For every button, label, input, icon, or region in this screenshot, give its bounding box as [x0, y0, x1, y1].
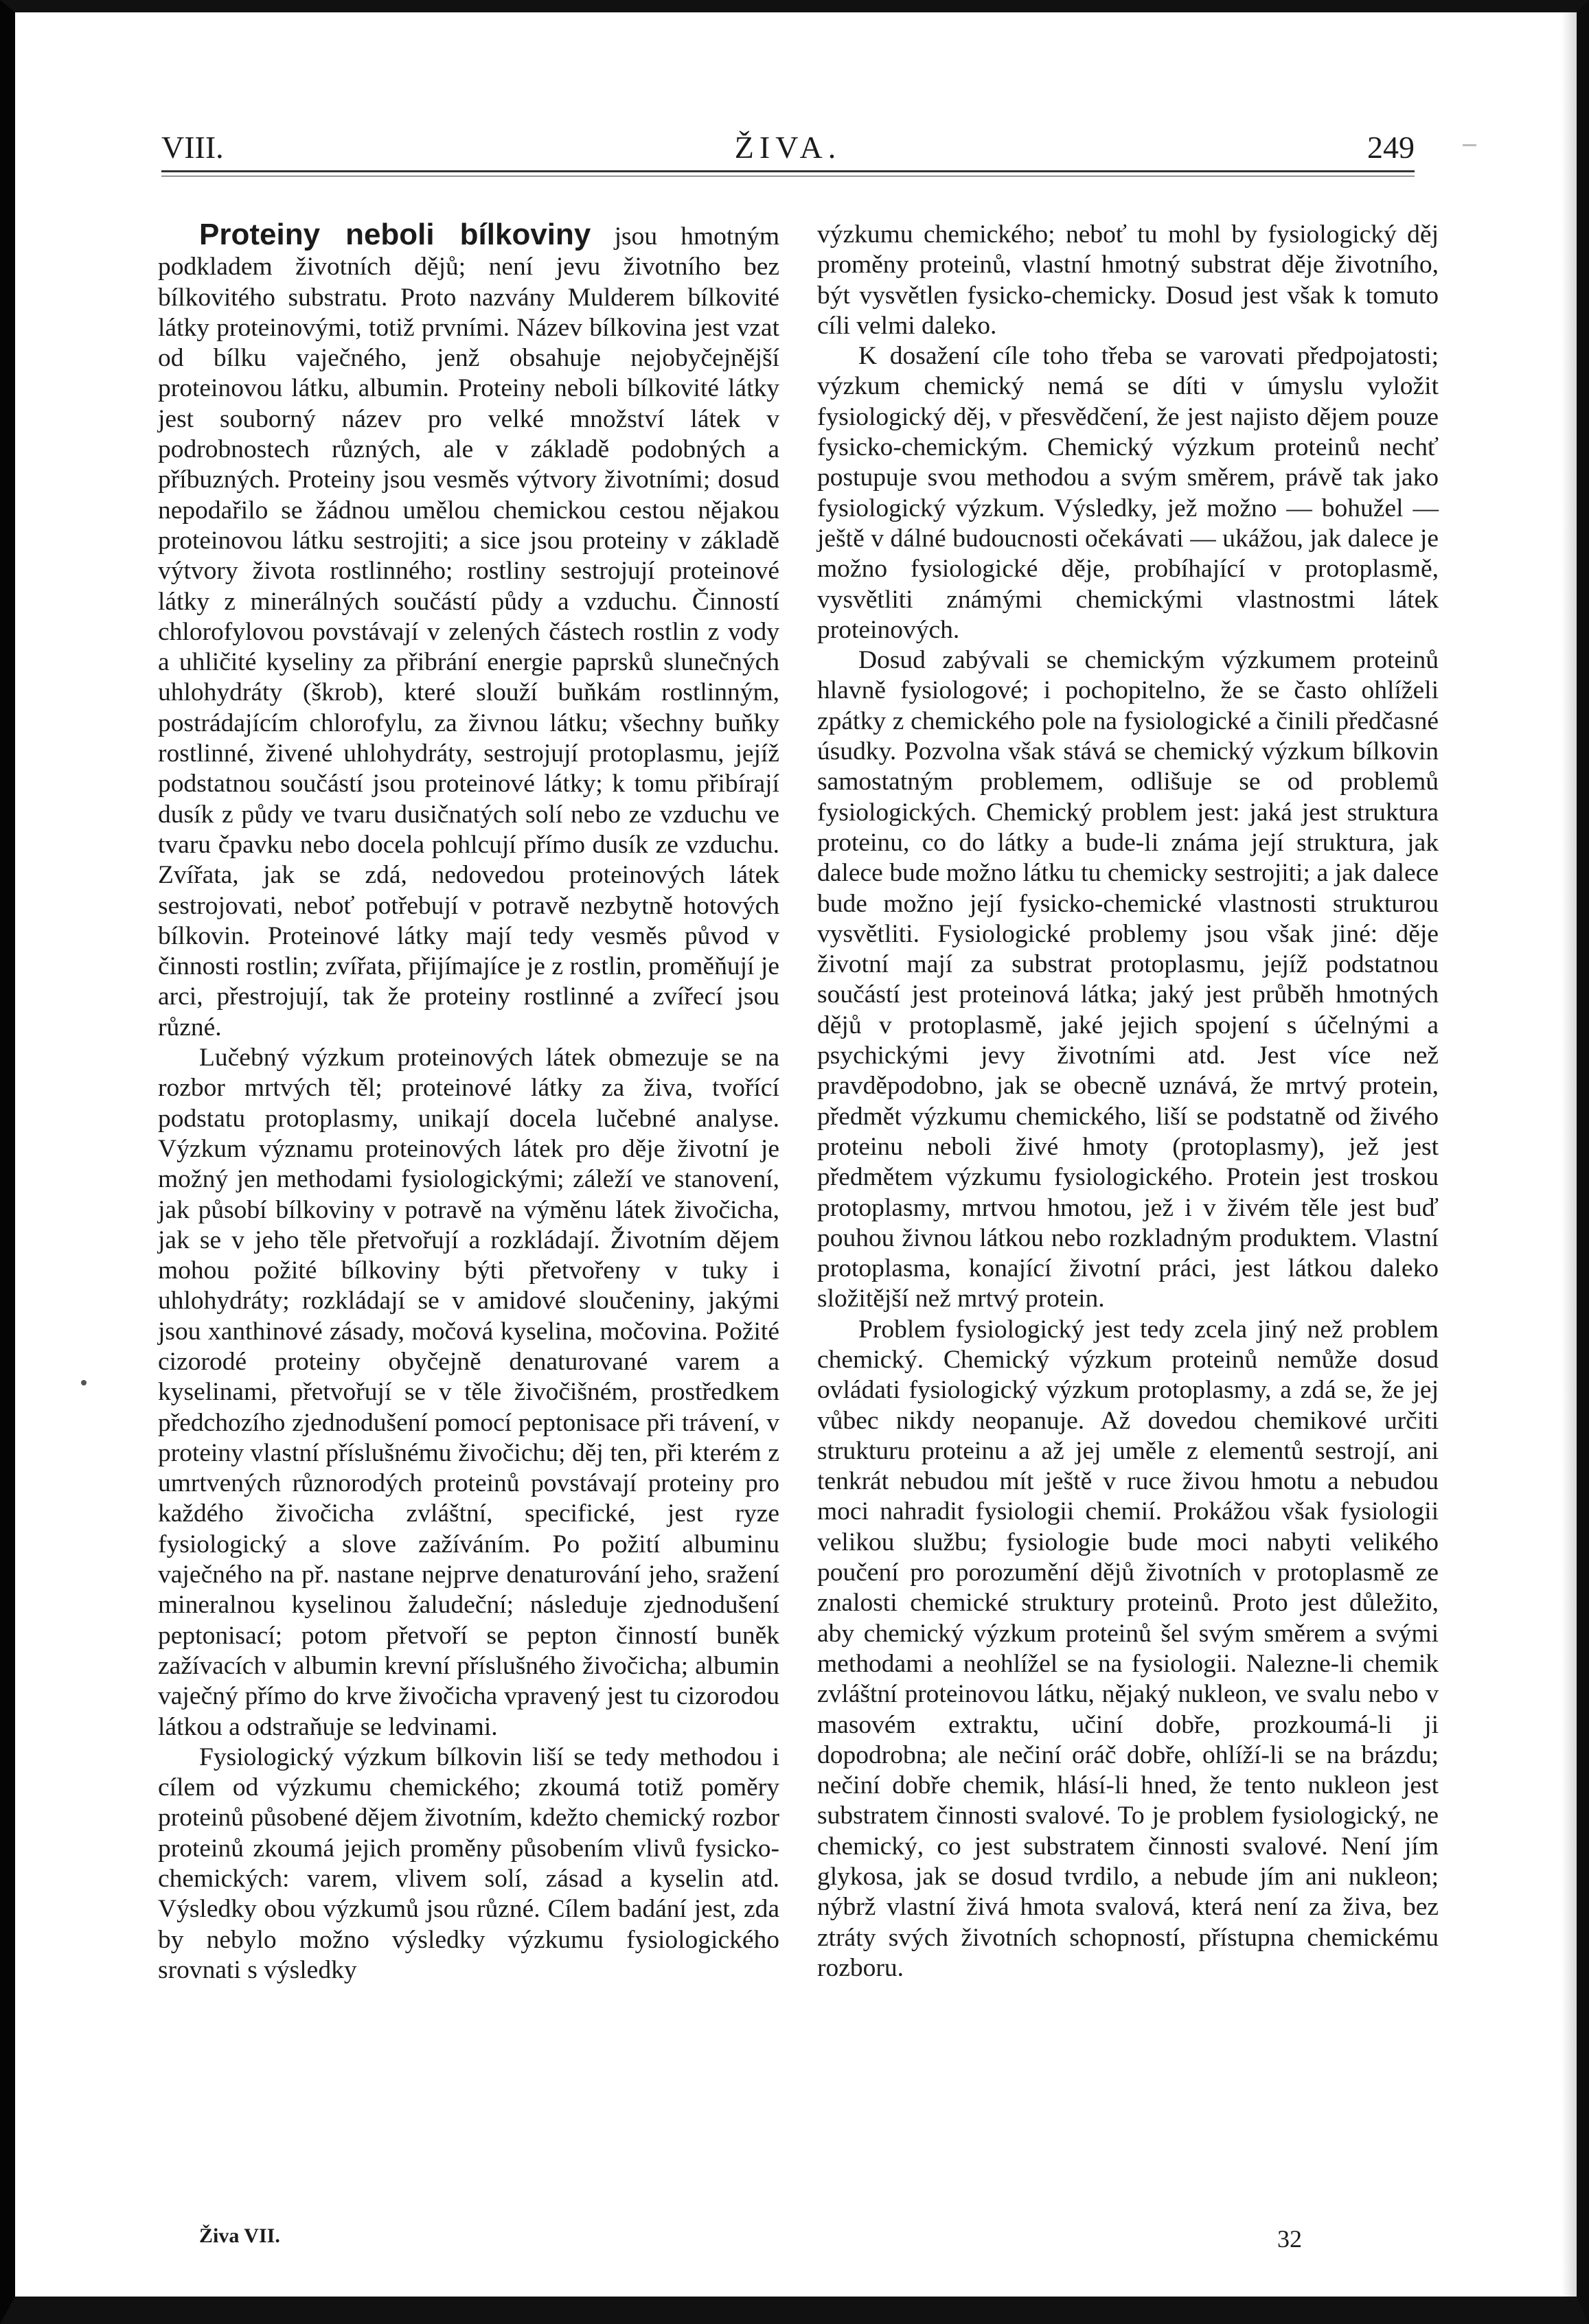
- running-header: [161, 127, 1415, 175]
- left-column: [158, 220, 779, 1986]
- page-edge-shadow: [1562, 12, 1577, 2297]
- paragraph: Problem fysiologický jest tedy zcela jiný než problem chemický. Chemický výzkum proteinů nemůže dosud ovládati fysiologický výzkum protoplasmy, a zdá se, že jej vůbec nikdy neopanuje. Až dovedou chemikové určiti strukturu proteinu a až jej uměle z elementů sestrojí, ani tenkrát nebudou mít ještě v ruce živou hmotu a nebudou moci nahradit fysiologii chemií. Prokážou však fysiologii velikou službu; fysiologie bude moci nabyti velikého poučení pro porozumění dějů životních v protoplasmě ze znalosti chemické struktury proteinů. Proto jest důležito, aby chemický výzkum proteinů šel svým směrem a svými methodami a neohlížel se na fysiologii. Nalezne-li chemik zvláštní proteinovou látku, nějaký nukleon, ve svalu nebo v masovém extraktu, učiní dobře, prozkoumá-li ji dopodrobna; ale nečiní oráč dobře, ohlíží-li se na brázdu; nečiní dobře chemik, hlásí-li hned, že tento nukleon jest substratem činnosti svalové. To je problem fysiologický, ne chemický, co jest substratem činnosti svalové. Není jím glykosa, jak se dosud tvrdilo, a nebude jím ani nukleon; nýbrž vlastní živá hmota svalová, která není za živa, bez ztráty svých životních schopností, přístupna chemickému rozboru.: [817, 1315, 1439, 1982]
- paragraph: výzkumu chemického; neboť tu mohl by fysiologický děj proměny proteinů, vlastní hmotný substrat děje životního, být vysvětlen fysicko-chemicky. Dosud jest však k tomuto cíli velmi daleko.: [817, 220, 1439, 340]
- sheet-number: 32: [1277, 2225, 1302, 2253]
- sheet-signature: Živa VII.: [199, 2224, 280, 2247]
- paragraph: Dosud zabývali se chemickým výzkumem proteinů hlavně fysiologové; i pochopitelno, že se často ohlíželi zpátky z chemického pole na fysiologické a činili předčasné úsudky. Pozvolna však stává se chemický výzkum bílkovin samostatným problemem, odlišuje se od problemů fysiologických. Chemický problem jest: jaká jest struktura proteinu, co do látky a bude-li známa její struktura, jak dalece bude možno látku tu chemicky sestrojiti; a jak dalece bude možno její fysicko-chemické vlastnosti strukturou vysvětliti. Fysiologické problemy jsou však jiné: děje životní mají za substrat protoplasmu, jejíž podstatnou součástí jest proteinová látka; jaký jest průběh hmotných dějů v protoplasmě, jaké jejich spojení s účelnými a psychickými jevy životními atd. Jest více než pravděpodobno, jak se obecně uznává, že mrtvý protein, předmět výzkumu chemického, liší se podstatně od živého proteinu neboli živé hmoty (protoplasmy), jež jest předmětem výzkumu fysiologického. Protein jest troskou protoplasmy, mrtvou hmotou, jež i v živém těle jest buď pouhou živnou látkou nebo rozkladným produktem. Vlastní protoplasma, konající životní práci, jest látkou daleko složitější než mrtvý protein.: [817, 646, 1439, 1313]
- scan-speck: [81, 1380, 87, 1385]
- volume-number: VIII.: [161, 130, 224, 165]
- paragraph: Fysiologický výzkum bílkovin liší se tedy methodou i cílem od výzkumu chemického; zkoumá totiž poměry proteinů působené dějem životním, kdežto chemický rozbor proteinů zkoumá jejich proměny působením vlivů fysicko-chemických: varem, vlivem solí, zásad a kyselin atd. Výsledky obou výzkumů jsou různé. Cílem badání jest, zda by nebylo možno výsledky výzkumu fysiologického srovnati s výsledky: [158, 1742, 779, 1984]
- scan-mark: [1463, 144, 1476, 146]
- paragraph: Lučebný výzkum proteinových látek obmezuje se na rozbor mrtvých těl; proteinové látky za živa, tvořící podstatu protoplasmy, unikají docela lučebné analyse. Výzkum významu proteinových látek pro děje životní je možný jen methodami fysiologickými; záleží ve stanovení, jak působí bílkoviny v potravě na výměnu látek živočicha, jak se v jeho těle přetvořují a rozkládají. Životním dějem mohou požité bílkoviny býti přetvořeny v tuky i uhlohydráty; rozkládají se v amidové sloučeniny, jakými jsou xanthinové zásady, močová kyselina, močovina. Požité cizorodé proteiny obyčejně denaturované varem a kyselinami, přetvořují se v těle živočišném, prostředkem předchozího zjednodušení pomocí peptonisace při trávení, v proteiny vlastní příslušnému živočichu; děj ten, při kterém z umrtvených různorodých proteinů povstávají proteiny pro každého živočicha zvláštní, specifické, jest ryze fysiologický a slove zažíváním. Po požití albuminu vaječného na př. nastane nejprve denaturování jeho, sražení mineralnou kyselinou žaludeční; následuje zjednodušení peptonisací; potom přetvoří se pepton činností buněk zažívacích v albumin krevní příslušného živočicha; albumin vaječný přímo do krve živočicha vpravený jest tu cizorodou látkou a odstraňuje se ledvinami.: [158, 1044, 779, 1741]
- paragraph: K dosažení cíle toho třeba se varovati předpojatosti; výzkum chemický nemá se díti v úmyslu vyložit fysiologický děj, v přesvědčení, že jest najisto dějem pouze fysicko-chemickým. Chemický výzkum proteinů nechť postupuje svou methodou a svým směrem, právě tak jako fysiologický výzkum. Výsledky, jež možno — bohužel — ještě v dálné budoucnosti očekávati — ukážou, jak dalece je možno fysiologické děje, probíhající v protoplasmě, vysvětliti známými chemickými vlastnostmi látek proteinových.: [817, 342, 1439, 644]
- right-column: [817, 220, 1439, 1983]
- intro-paragraph: [158, 220, 779, 1043]
- article-title: Proteiny neboli bílkoviny: [199, 218, 591, 251]
- journal-title: ŽIVA.: [734, 130, 842, 165]
- header-rule-thick: [161, 170, 1415, 172]
- paragraph-text: jsou hmotným podkladem životních dějů; není jevu životního bez bílkovitého substratu. Proto nazvány Mulderem bílkovité látky proteinovými, totiž prvními. Název bílkovina jest vzat od bílku vaječného, jenž obsahuje nejobyčejnější proteinovou látku, albumin. Proteiny neboli bílkovité látky jest souborný název pro velké množství látek v podrobnostech různých, ale v základě podobných a příbuzných. Proteiny jsou vesměs výtvory životními; dosud nepodařilo se žádnou umělou chemickou cestou nějakou proteinovou látku sestrojiti; a sice jsou proteiny v základě výtvory života rostlinného; rostliny sestrojují proteinové látky z minerálných součástí půdy a vzduchu. Činností chlorofylovou povstávají v zelených částech rostlin z vody a uhličité kyseliny za přibrání energie paprsků slunečných uhlohydráty (škrob), které slouží buňkám rostlinným, postrádajícím chlorofylu, za živnou látku; všechny buňky rostlinné, živené uhlohydráty, sestrojují protoplasmu, jejíž podstatnou součástí jsou proteinové látky; k tomu přibírají dusík z půdy ve tvaru dusičnatých solí nebo ze vzduchu ve tvaru čpavku nebo docela pohlcují přímo dusík ze vzduchu. Zvířata, jak se zdá, nedovedou proteinových látek sestrojovati, neboť potřebují v potravě nezbytně hotových bílkovin. Proteinové látky mají tedy vesměs původ v činnosti rostlin; zvířata, přijímajíce je z rostlin, proměňují je arci, přestrojují, tak že proteiny rostlinné a zvířecí jsou různé.: [158, 222, 780, 1042]
- page-number: 249: [1367, 130, 1415, 165]
